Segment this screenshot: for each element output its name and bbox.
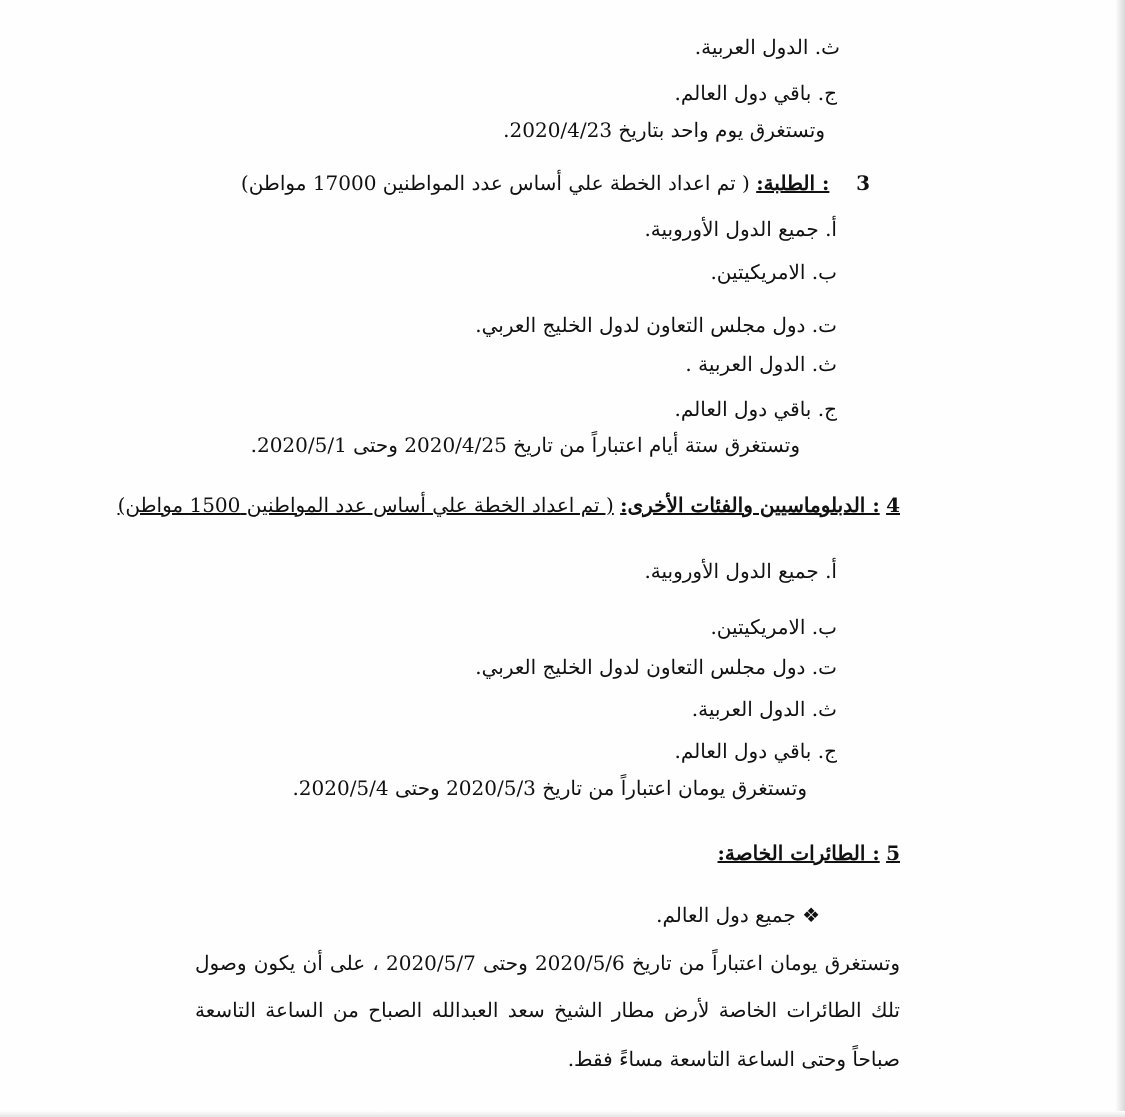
- section4-item-tha: ث. الدول العربية.: [691, 697, 837, 721]
- section4-item-taa: ت. دول مجلس التعاون لدول الخليج العربي.: [475, 655, 837, 679]
- section3-note: ( تم اعداد الخطة علي أساس عدد المواطنين 17000 مواطن): [240, 171, 750, 195]
- section3-item-taa: ت. دول مجلس التعاون لدول الخليج العربي.: [475, 313, 837, 337]
- page-edge-shadow-bottom: [0, 1111, 1125, 1117]
- section4-note: ( تم اعداد الخطة علي أساس عدد المواطنين 1500 مواطن): [117, 493, 614, 517]
- section3-heading: [241, 170, 870, 196]
- section4-number: 4: [886, 493, 900, 517]
- section3-item-alef: أ. جميع الدول الأوروبية.: [644, 217, 837, 241]
- section5-paragraph-line-1: وتستغرق يومان اعتباراً من تاريخ 2020/5/6 وحتى 2020/5/7 ، على أن يكون وصول: [195, 951, 900, 975]
- section3-item-baa: ب. الامريكيتين.: [710, 260, 837, 284]
- section4-item-alef: أ. جميع الدول الأوروبية.: [644, 559, 837, 583]
- diamond-bullet-icon: ❖: [802, 903, 820, 927]
- top-list-item-jeem: ج. باقي دول العالم.: [674, 81, 837, 105]
- section3-duration: وتستغرق ستة أيام اعتباراً من تاريخ 2020/4/25 وحتى 2020/5/1.: [250, 433, 800, 457]
- section4-item-jeem: ج. باقي دول العالم.: [674, 739, 837, 763]
- section4-title: : الدبلوماسيين والفئات الأخرى:: [620, 493, 880, 517]
- section3-item-tha: ث. الدول العربية .: [685, 352, 837, 376]
- section4-heading: [118, 492, 900, 518]
- section3-title: : الطلبة:: [756, 171, 830, 195]
- section5-title: : الطائرات الخاصة:: [717, 841, 880, 865]
- section5-bullet-item: [656, 902, 820, 928]
- page-edge-shadow-right: [1115, 0, 1125, 1117]
- top-list-duration: وتستغرق يوم واحد بتاريخ 2020/4/23.: [503, 118, 825, 142]
- section3-number: 3: [856, 171, 870, 195]
- section4-duration: وتستغرق يومان اعتباراً من تاريخ 2020/5/3 وحتى 2020/5/4.: [292, 776, 807, 800]
- section5-bullet-text: جميع دول العالم.: [656, 903, 796, 927]
- section3-item-jeem: ج. باقي دول العالم.: [674, 397, 837, 421]
- section5-number: 5: [886, 841, 900, 865]
- section5-paragraph-line-2: تلك الطائرات الخاصة لأرض مطار الشيخ سعد العبدالله الصباح من الساعة التاسعة: [195, 998, 900, 1022]
- section5-paragraph-line-3: صباحاً وحتى الساعة التاسعة مساءً فقط.: [567, 1047, 900, 1071]
- section5-heading: [718, 840, 900, 866]
- section4-item-baa: ب. الامريكيتين.: [710, 615, 837, 639]
- top-list-item-tha: ث. الدول العربية.: [694, 35, 840, 59]
